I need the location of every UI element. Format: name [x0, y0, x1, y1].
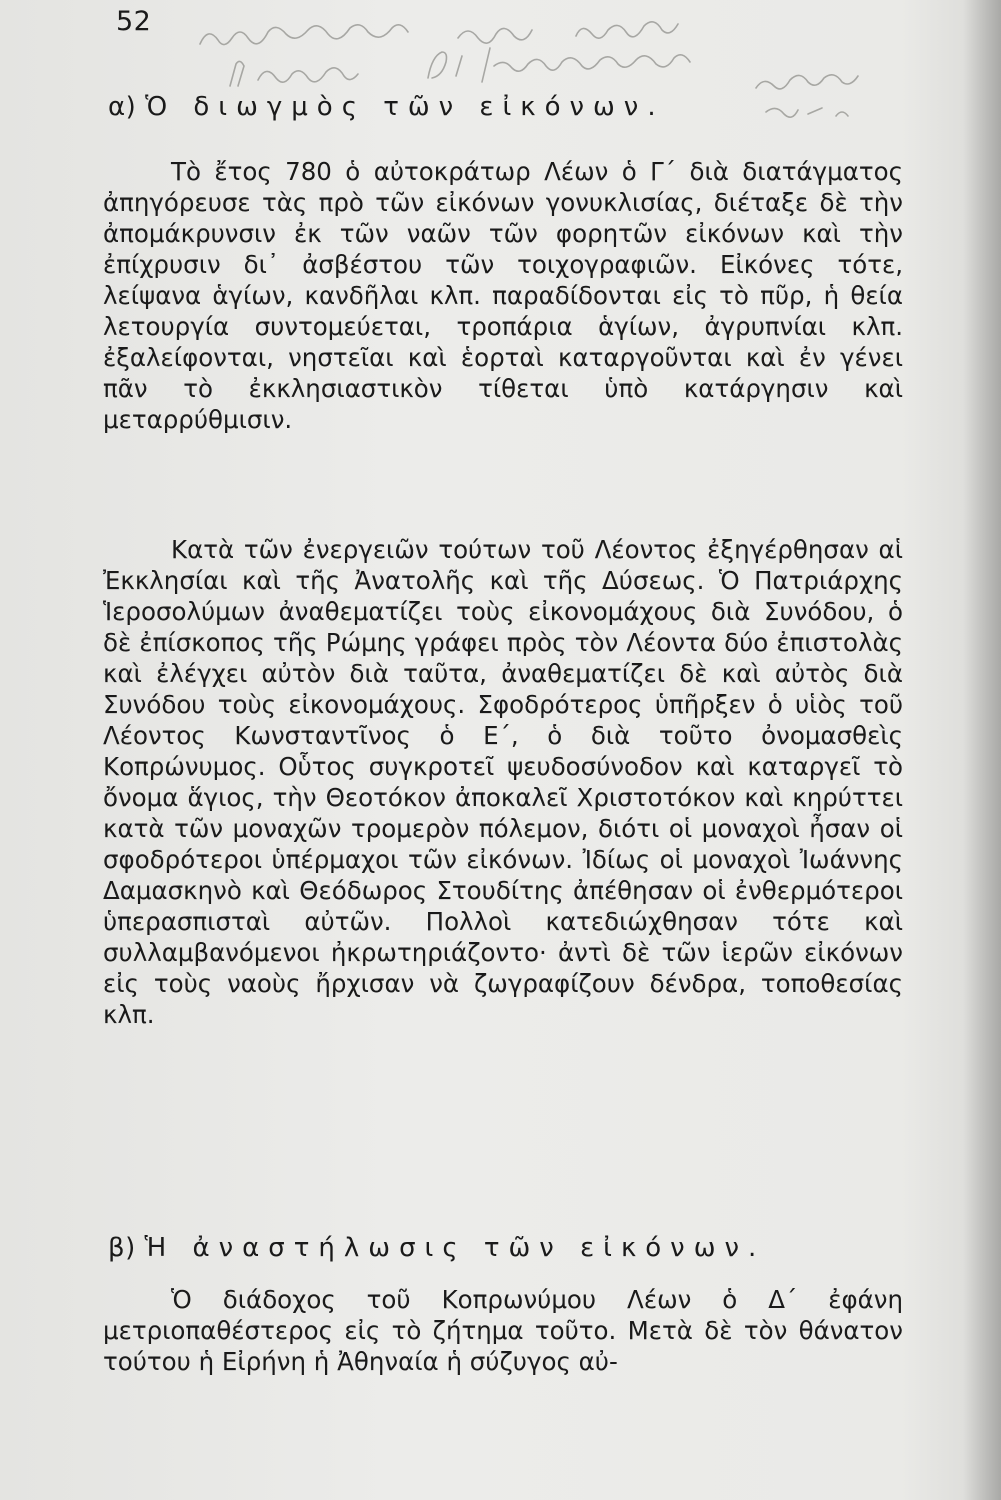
text-block-section-a: [103, 156, 903, 435]
page-gutter-shadow: [963, 0, 1001, 1500]
paragraph: Ὁ διάδοχος τοῦ Κοπρωνύμου Λέων ὁ Δ΄ ἐφάνη μετριοπαθέστερος εἰς τὸ ζήτημα τοῦτο. Μετὰ δὲ τὸν θάνατον τούτου ἡ Εἰρήνη ἡ Ἀθηναία ἡ σύζυγος αὐ-: [103, 1285, 903, 1376]
paragraph: Κατὰ τῶν ἐνεργειῶν τούτων τοῦ Λέοντος ἐξηγέρθησαν αἱ Ἐκκλησίαι καὶ τῆς Ἀνατολῆς καὶ τῆς Δύσεως. Ὁ Πατριάρχης Ἱεροσολύμων ἀναθεματίζει τοὺς εἰκονομάχους διὰ Συνόδου, ὁ δὲ ἐπίσκοπος τῆς Ρώμης γράφει πρὸς τὸν Λέοντα δύο ἐπιστολὰς καὶ ἐλέγχει αὐτὸν διὰ ταῦτα, ἀναθεματίζει δὲ καὶ αὐτὸς διὰ Συνόδου τοὺς εἰκονομάχους. Σφοδρότερος ὑπῆρξεν ὁ υἱὸς τοῦ Λέοντος Κωνσταντῖνος ὁ Ε΄, ὁ διὰ τοῦτο ὀνομασθεὶς Κοπρώνυμος. Οὗτος συγκροτεῖ ψευδοσύνοδον καὶ καταργεῖ τὸ ὄνομα ἅγιος, τὴν Θεοτόκον ἀποκαλεῖ Χριστοτόκον καὶ κηρύττει κατὰ τῶν μοναχῶν τρομερὸν πόλεμον, διότι οἱ μοναχοὶ ἦσαν οἱ σφοδρότεροι ὑπέρμαχοι τῶν εἰκόνων. Ἰδίως οἱ μοναχοὶ Ἰωάννης Δαμασκηνὸ καὶ Θεόδωρος Στουδίτης ἀπέθησαν οἱ ἐνθερμότεροι ὑπερασπισταὶ αὐτῶν. Πολλοὶ κατεδιώχθησαν τότε καὶ συλλαμβανόμενοι ἠκρωτηριάζοντο· ἀντὶ δὲ τῶν ἱερῶν εἰκόνων εἰς τοὺς ναοὺς ἤρχισαν νὰ ζωγραφίζουν δένδρα, τοποθεσίας κλπ.: [103, 535, 903, 1029]
section-heading-b: [108, 1233, 765, 1263]
text-block-section-b: [103, 1284, 903, 1377]
section-marker: β): [108, 1233, 136, 1263]
section-heading-a: [108, 92, 665, 122]
paragraph: Τὸ ἔτος 780 ὁ αὐτοκράτωρ Λέων ὁ Γ΄ διὰ διατάγματος ἀπηγόρευσε τὰς πρὸ τῶν εἰκόνων γονυκλισίας, διέταξε δὲ τὴν ἀπομάκρυνσιν ἐκ τῶν ναῶν τῶν φορητῶν εἰκόνων καὶ τὴν ἐπίχρυσιν δι᾽ ἀσβέστου τῶν τοιχογραφιῶν. Εἰκόνες τότε, λείψανα ἁγίων, κανδῆλαι κλπ. παραδίδονται εἰς τὸ πῦρ, ἡ θεία λετουργία συντομεύεται, τροπάρια ἁγίων, ἀγρυπνίαι κλπ. ἐξαλείφονται, νηστεῖαι καὶ ἑορταὶ καταργοῦνται καὶ ἐν γένει πᾶν τὸ ἐκκλησιαστικὸν τίθεται ὑπὸ κατάργησιν καὶ μεταρρύθμισιν.: [103, 157, 903, 434]
section-marker: α): [108, 92, 137, 122]
text-block-section-a-continued: [103, 534, 903, 1030]
section-title: Ὁ διωγμὸς τῶν εἰκόνων.: [145, 92, 665, 122]
section-title: Ἡ ἀναστήλωσις τῶν εἰκόνων.: [144, 1233, 766, 1263]
page-number: 52: [116, 6, 152, 37]
